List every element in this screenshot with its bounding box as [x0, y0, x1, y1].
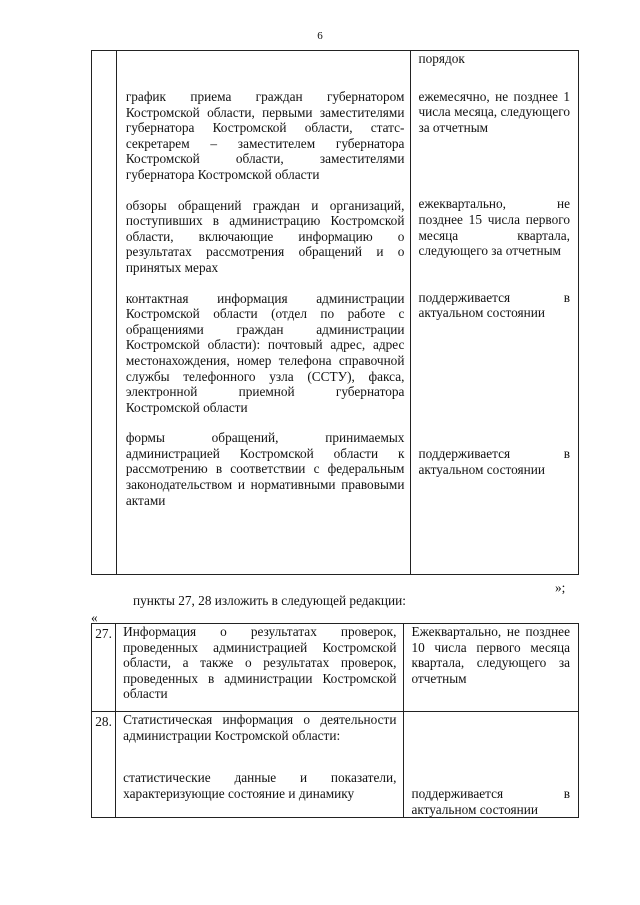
row-sub-period: поддерживается в актуальном состоянии [411, 786, 570, 817]
forms-item-name: формы обращений, принимаемых администрацией Костромской области к рассмотрению в соответствии с федеральным законодательством и нормативными правовыми актами [125, 430, 405, 508]
forms-item-period: поддерживается в актуальном состоянии [418, 445, 570, 477]
row-number: 28. [92, 712, 116, 818]
amendment-paragraph: пункты 27, 28 изложить в следующей редакции: [133, 593, 406, 608]
reviews-item-name: обзоры обращений граждан и организаций, поступивших в администрацию Костромской области, включающие информацию о результатах рассмотрения обращений и о принятых мерах [125, 197, 405, 275]
schedule-item-name: график приема граждан губернатором Костромской области, первыми заместителями губернатора Костромской области, статс-секретарем – заместителем губернатора Костромской области, заместителями губернатора Костромской области [125, 89, 405, 182]
schedule-item-period: ежемесячно, не позднее 1 числа месяца, следующего за отчетным [418, 88, 570, 135]
opening-quote: « [91, 610, 98, 625]
page-number: 6 [317, 30, 323, 42]
row-information: Информация о результатах проверок, проведенных администрацией Костромской области, а также о результатах проверок, проведенных в администрации Костромской области [116, 624, 404, 712]
contacts-item-name: контактная информация администрации Костромской области (отдел по работе с обращениями граждан администрации Костромской области): почтовый адрес, адрес местонахождения, номер телефона справочной службы телефонного узла (ССТУ), факса, электронной приемной губернатора Костромской области [125, 290, 405, 415]
row-sub-information: статистические данные и показатели, характеризующие состояние и динамику [123, 770, 397, 801]
regulation-table-continued [91, 50, 579, 575]
table-row [92, 624, 579, 712]
information-column-cell [116, 51, 411, 575]
amended-items-table [91, 623, 579, 818]
contacts-item-period: поддерживается в актуальном состоянии [418, 289, 570, 321]
row-period-cell [404, 712, 579, 818]
reviews-item-period: ежеквартально, не позднее 15 числа первого месяца квартала, следующего за отчетным [418, 196, 570, 259]
row-information-cell [116, 712, 404, 818]
row-period: Ежеквартально, не позднее 10 числа первого месяца квартала, следующего за отчетным [404, 624, 579, 712]
top-period-text: порядок [418, 51, 465, 66]
row-information: Статистическая информация о деятельности администрации Костромской области: [123, 712, 397, 743]
closing-quote: »; [555, 580, 566, 595]
table-row [92, 712, 579, 818]
row-number: 27. [92, 624, 116, 712]
number-column-cell [92, 51, 117, 575]
period-column-cell [411, 51, 579, 575]
